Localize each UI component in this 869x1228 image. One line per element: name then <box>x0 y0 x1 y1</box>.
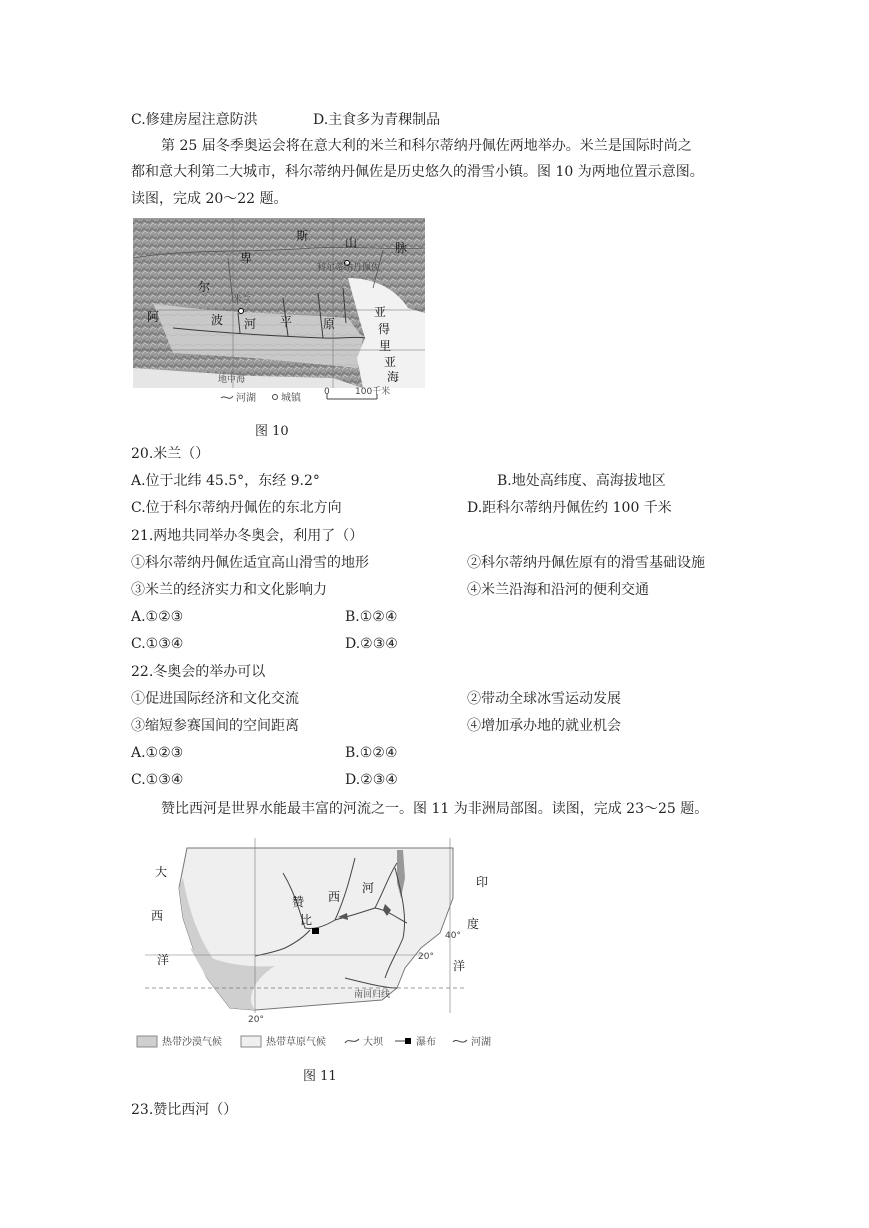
waterfall-legend-icon <box>405 1038 411 1044</box>
figure-10-map <box>133 218 425 408</box>
figure-10 <box>133 218 425 408</box>
q21-statement-4: ④米兰沿海和沿河的便利交通 <box>467 582 649 598</box>
scale-zero: 0 <box>324 387 330 397</box>
label-yuan: 原 <box>323 317 336 331</box>
q22-statement-1: ①促进国际经济和文化交流 <box>131 691 299 707</box>
option-d: D.主食多为青稞制品 <box>313 112 441 128</box>
q22-option-a: A.①②③ <box>131 745 184 761</box>
legend-river: 河湖 <box>471 1037 491 1048</box>
label-da: 大 <box>155 865 168 879</box>
legend-savanna: 热带草原气候 <box>266 1037 326 1048</box>
figure-10-caption: 图 10 <box>255 424 289 439</box>
q20-option-b: B.地处高纬度、高海拔地区 <box>497 473 666 489</box>
label-cortina: 科尔蒂纳丹佩佐 <box>317 263 381 273</box>
label-mai: 脉 <box>395 241 408 255</box>
q22-statement-3: ③缩短参赛国间的空间距离 <box>131 718 299 734</box>
figure-11-caption: 图 11 <box>303 1069 337 1084</box>
legend-town: 城镇 <box>281 393 301 404</box>
river-legend-icon <box>221 396 233 398</box>
label-yin: 印 <box>476 875 489 889</box>
label-li: 里 <box>379 339 392 353</box>
q22-option-b: B.①②④ <box>345 745 398 761</box>
desert-legend-swatch <box>137 1036 157 1047</box>
q21-statement-1: ①科尔蒂纳丹佩佐适宜高山滑雪的地形 <box>131 555 369 571</box>
label-yang2: 洋 <box>453 959 466 973</box>
label-si: 斯 <box>296 229 309 243</box>
q21-stem: 21.两地共同举办冬奥会，利用了（） <box>131 528 364 544</box>
label-ya2: 亚 <box>384 355 397 369</box>
label-de: 得 <box>378 322 391 336</box>
label-bi: 比 <box>300 913 313 927</box>
intro2: 赞比西河是世界水能最丰富的河流之一。图 11 为非洲局部图。读图，完成 23～25 题。 <box>161 801 709 817</box>
q22-option-c: C.①③④ <box>131 772 184 788</box>
q20-option-d: D.距科尔蒂纳丹佩佐约 100 千米 <box>467 500 672 516</box>
q22-option-d: D.②③④ <box>345 772 398 788</box>
legend-waterfall: 瀑布 <box>416 1037 436 1048</box>
q20-option-a: A.位于北纬 45.5°，东经 9.2° <box>131 473 320 489</box>
scale-label: 100千米 <box>355 387 391 397</box>
savanna-legend-swatch <box>241 1036 261 1047</box>
intro-line-2: 都和意大利第二大城市，科尔蒂纳丹佩佐是历史悠久的滑雪小镇。图 10 为两地位置示意图。 <box>131 164 704 180</box>
label-lon40: 40° <box>445 931 461 941</box>
label-lat20: 20° <box>418 952 434 962</box>
q22-statement-2: ②带动全球冰雪运动发展 <box>467 691 621 707</box>
label-a: 阿 <box>147 310 160 324</box>
legend-dam: 大坝 <box>363 1037 383 1048</box>
q21-statement-2: ②科尔蒂纳丹佩佐原有的滑雪基础设施 <box>467 555 705 571</box>
label-milan: 米兰 <box>233 295 252 305</box>
label-bei: 卑 <box>240 251 253 265</box>
figure-11 <box>135 838 515 1058</box>
q21-option-c: C.①③④ <box>131 636 184 652</box>
label-zan: 赞 <box>292 895 305 909</box>
label-er: 尔 <box>198 280 211 294</box>
label-yang: 洋 <box>157 953 170 967</box>
label-xi2: 西 <box>328 890 341 904</box>
waterfall-icon <box>312 928 319 934</box>
label-po: 波 <box>211 313 224 327</box>
q21-option-a: A.①②③ <box>131 609 184 625</box>
q21-statement-3: ③米兰的经济实力和文化影响力 <box>131 582 327 598</box>
legend-river: 河湖 <box>236 393 256 404</box>
label-hai: 海 <box>387 370 400 384</box>
town-legend-icon <box>273 395 278 400</box>
q21-option-d: D.②③④ <box>345 636 398 652</box>
label-he: 河 <box>244 317 257 331</box>
label-tropic: 南回归线 <box>354 990 391 1000</box>
label-ping: 平 <box>280 315 293 329</box>
milan-town <box>239 309 244 314</box>
label-dizhonghai: 地中海 <box>218 375 246 385</box>
label-he: 河 <box>362 881 375 895</box>
label-ya1: 亚 <box>374 305 387 319</box>
q21-option-b: B.①②④ <box>345 609 398 625</box>
label-lon20: 20° <box>248 1015 264 1025</box>
legend-desert: 热带沙漠气候 <box>162 1037 222 1048</box>
q20-option-c: C.位于科尔蒂纳丹佩佐的东北方向 <box>131 500 342 516</box>
q20-stem: 20.米兰（） <box>131 446 210 462</box>
intro-line-3: 读图，完成 20～22 题。 <box>131 191 288 207</box>
intro-line-1: 第 25 届冬季奥运会将在意大利的米兰和科尔蒂纳丹佩佐两地举办。米兰是国际时尚之 <box>161 138 692 154</box>
q22-statement-4: ④增加承办地的就业机会 <box>467 718 621 734</box>
label-xi: 西 <box>151 909 164 923</box>
label-du: 度 <box>467 917 480 931</box>
figure-11-map <box>135 838 515 1058</box>
option-c: C.修建房屋注意防洪 <box>131 112 258 128</box>
q22-stem: 22.冬奥会的举办可以 <box>131 664 266 680</box>
q23-stem: 23.赞比西河（） <box>131 1102 238 1118</box>
label-shan: 山 <box>345 236 358 250</box>
